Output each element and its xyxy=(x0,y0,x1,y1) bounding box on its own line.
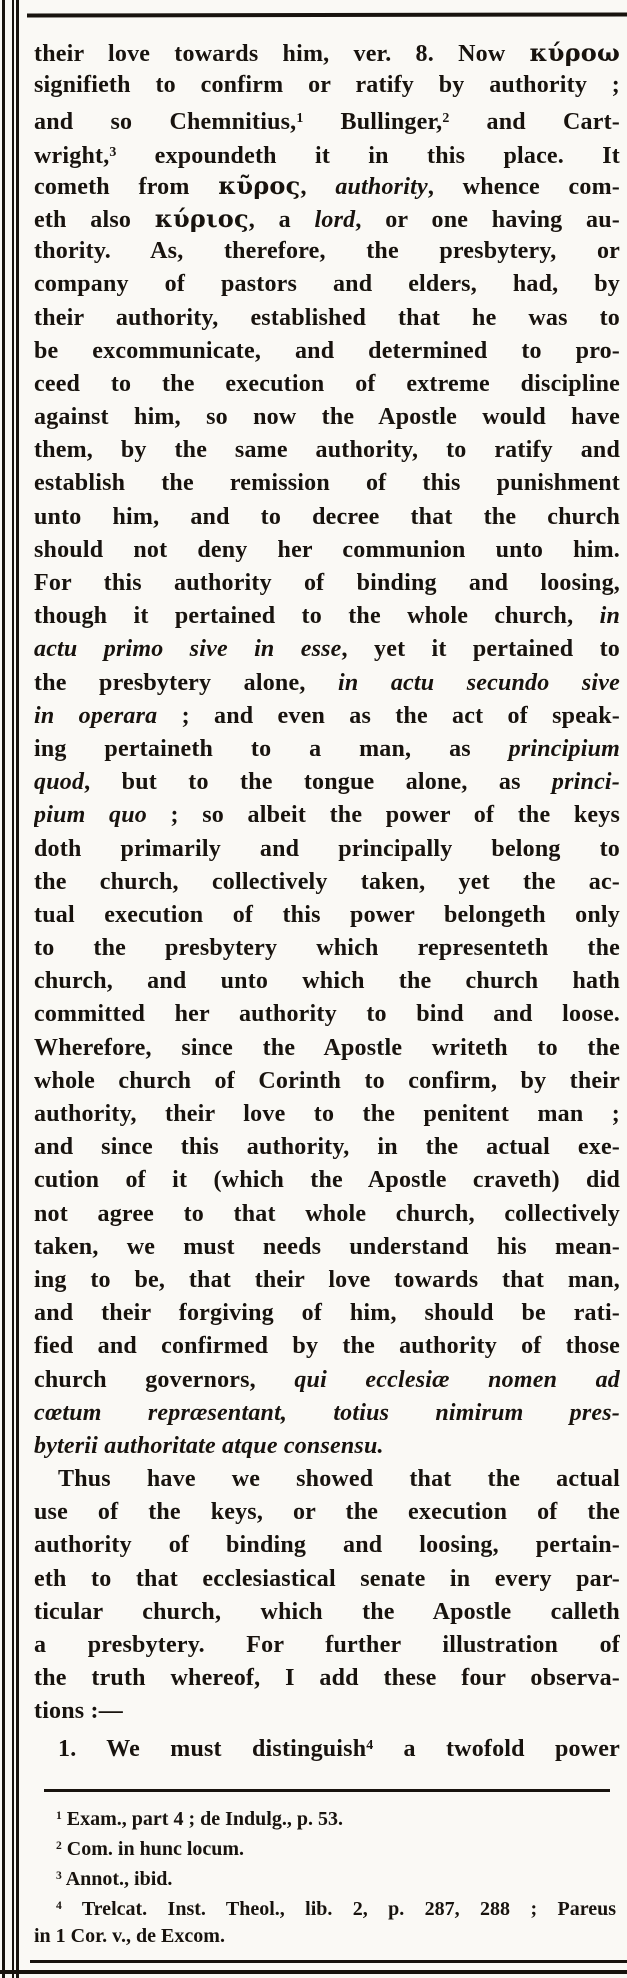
page-border-left-inner-rule-2 xyxy=(16,0,19,1978)
body-text-line: whole church of Corinth to confirm, by their xyxy=(34,1067,620,1094)
body-text-line: For this authority of binding and loosing, xyxy=(34,570,620,596)
page-bottom-rule-lower xyxy=(0,1970,627,1974)
body-text-line: actu primo sive in esse, yet it pertained to xyxy=(34,636,620,663)
body-text-line: the presbytery alone, in actu secundo sive xyxy=(34,669,620,696)
footnote-line: $^2$ Com. in hunc locum. xyxy=(56,1837,245,1860)
body-text-line: against him, so now the Apostle would have xyxy=(34,404,620,431)
body-text-line: be excommunicate, and determined to pro- xyxy=(34,337,620,364)
body-text-line: them, by the same authority, to ratify and xyxy=(34,437,620,464)
body-text-line: pium quo ; so albeit the power of the keys xyxy=(34,802,620,829)
body-text-line: tual execution of this power belongeth only xyxy=(34,901,620,928)
body-text-line: ing to be, that their love towards that man, xyxy=(34,1266,620,1293)
body-text-line: their love towards him, ver. 8. Now κύροω xyxy=(34,38,620,67)
body-text-line: and their forgiving of him, should be rati- xyxy=(34,1300,620,1327)
body-text-line: Thus have we showed that the actual xyxy=(58,1466,620,1493)
body-text-line: 1. We must distinguish$^4$ a twofold power xyxy=(58,1735,620,1762)
body-text-line: ceed to the execution of extreme discipline xyxy=(34,370,620,397)
body-text-line: authority, their love to the penitent man ; xyxy=(34,1101,620,1127)
footnote-line: $^3$ Annot., ibid. xyxy=(56,1867,173,1890)
body-text-line: cometh from κῦρος, authority, whence com- xyxy=(34,170,620,200)
footnotes xyxy=(34,1801,616,1951)
body-text-line: should not deny her communion unto him. xyxy=(34,536,620,563)
body-text-line: a presbytery. For further illustration of xyxy=(34,1632,620,1658)
body-text-line: church governors, qui ecclesiæ nomen ad xyxy=(34,1366,620,1393)
body-text-line: unto him, and to decree that the church xyxy=(34,503,620,530)
body-text-line: the church, collectively taken, yet the ac- xyxy=(34,868,620,895)
body-text-line: wright,$^3$ expoundeth it in this place. It xyxy=(34,142,620,169)
body-text-line: establish the remission of this punishment xyxy=(34,470,620,497)
body-text-line: and since this authority, in the actual exe- xyxy=(34,1134,620,1161)
body-text-line: doth primarily and principally belong to xyxy=(34,835,620,862)
body-text-line: and so Chemnitius,$^1$ Bullinger,$^2$ and Cart- xyxy=(34,109,620,136)
body-text-line: not agree to that whole church, collectively xyxy=(34,1200,620,1227)
body-text-line: church, and unto which the church hath xyxy=(34,968,620,995)
body-text-line: though it pertained to the whole church, in xyxy=(34,603,620,630)
body-text-line: taken, we must needs understand his mean- xyxy=(34,1233,620,1260)
body-text-line: signifieth to confirm or ratify by authority ; xyxy=(34,72,620,99)
body-text-line: use of the keys, or the execution of the xyxy=(34,1499,620,1526)
body-text-line: company of pastors and elders, had, by xyxy=(34,271,620,298)
body-text-line: ing pertaineth to a man, as principium xyxy=(34,735,620,762)
body-text-line: eth to that ecclesiastical senate in every par- xyxy=(34,1565,620,1592)
body-text-line: in operara ; and even as the act of speak- xyxy=(34,702,620,729)
body-text-line: authority of binding and loosing, pertain- xyxy=(34,1532,620,1559)
footnote-line: $^1$ Exam., part 4 ; de Indulg., p. 53. xyxy=(56,1807,343,1830)
body-text-line: committed her authority to bind and loose. xyxy=(34,1001,620,1028)
page-top-rule xyxy=(27,12,627,17)
body-text-line: their authority, established that he was to xyxy=(34,304,620,331)
body-text-line: quod, but to the tongue alone, as princi- xyxy=(34,769,620,796)
body-text-line: the truth whereof, I add these four observa- xyxy=(34,1665,620,1692)
footnote-line: in 1 Cor. v., de Excom. xyxy=(34,1925,225,1947)
body-text-line: cœtum repræsentant, totius nimirum pres- xyxy=(34,1399,620,1426)
footnote-separator-rule xyxy=(44,1789,610,1792)
body-text-line: fied and confirmed by the authority of those xyxy=(34,1333,620,1360)
page-border-left-outer-rule xyxy=(2,0,5,1978)
body-text-line: cution of it (which the Apostle craveth) did xyxy=(34,1167,620,1194)
body-text-line: Wherefore, since the Apostle writeth to the xyxy=(34,1034,620,1061)
page-bottom-rule-upper xyxy=(30,1960,627,1963)
body-text-line: eth also κύριος, a lord, or one having au- xyxy=(34,203,620,233)
body-text-line: thority. As, therefore, the presbytery, or xyxy=(34,238,620,265)
body-text-line: byterii authoritate atque consensu. xyxy=(34,1432,384,1459)
body-text-line: ticular church, which the Apostle calleth xyxy=(34,1598,620,1625)
footnote-line: $^4$ Trelcat. Inst. Theol., lib. 2, p. 287, 288 ; Pareus xyxy=(56,1897,616,1920)
page-border-left-inner-rule-1 xyxy=(12,0,14,1978)
body-text-line: to the presbytery which representeth the xyxy=(34,935,620,962)
body-text-line: tions :— xyxy=(34,1698,123,1725)
body-text xyxy=(34,36,620,1762)
